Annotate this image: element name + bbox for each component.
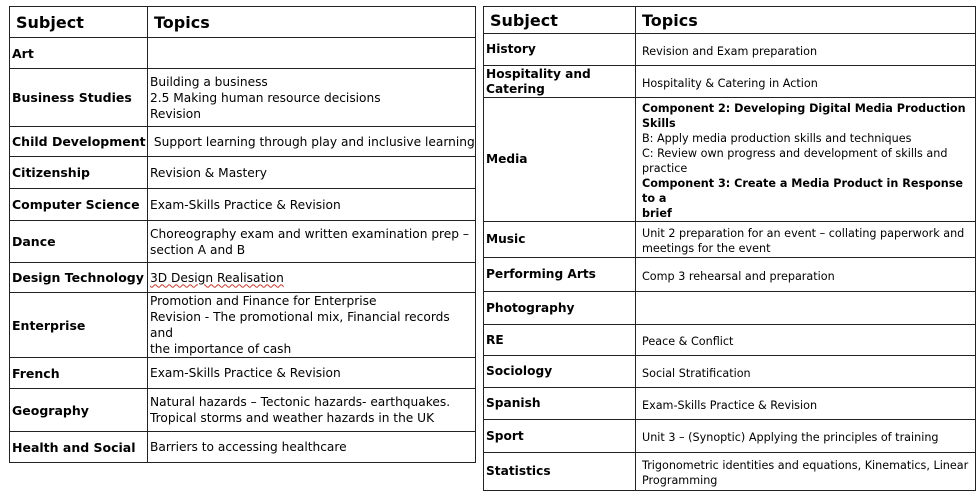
topics-cell	[148, 389, 476, 432]
topics-cell	[636, 388, 976, 420]
topic-line: Component 2: Developing Digital Media Production Skills	[642, 102, 970, 130]
topic-line: Trigonometric identities and equations, Kinematics, Linear	[642, 459, 969, 472]
table-header-row	[484, 7, 976, 34]
topic-line: Promotion and Finance for Enterprise	[150, 294, 377, 308]
topic-line: Social Stratification	[642, 366, 751, 380]
topic-line: the importance of cash	[150, 342, 292, 356]
table-row	[484, 98, 976, 222]
subject-cell: RE	[484, 325, 636, 356]
right-topics-table	[483, 6, 976, 491]
table-row	[10, 432, 476, 463]
table-row	[10, 358, 476, 389]
topic-line: 2.5 Making human resource decisions	[150, 90, 381, 105]
subject-cell: Art	[10, 38, 148, 69]
subject-cell: Geography	[10, 389, 148, 432]
topic-line: Comp 3 rehearsal and preparation	[642, 269, 835, 283]
topic-line: Exam-Skills Practice & Revision	[150, 366, 341, 380]
table-row	[484, 222, 976, 258]
table-row	[484, 453, 976, 491]
subject-cell: History	[484, 34, 636, 66]
topics-cell	[636, 453, 976, 491]
topics-cell	[148, 189, 476, 221]
topics-cell	[148, 38, 476, 69]
topic-line: Unit 3 – (Synoptic) Applying the principles of training	[642, 431, 939, 444]
subject-cell: Statistics	[484, 453, 636, 491]
topic-line: Exam-Skills Practice & Revision	[642, 398, 818, 412]
topic-line: Hospitality & Catering in Action	[642, 76, 818, 90]
subject-cell: Sociology	[484, 356, 636, 388]
topic-line: Tropical storms and weather hazards in the UK	[150, 411, 435, 425]
topics-cell	[636, 258, 976, 292]
topics-header: Topics	[636, 7, 976, 34]
left-topics-table	[9, 6, 476, 463]
table-row	[484, 420, 976, 453]
topic-line: Revision and Exam preparation	[642, 44, 818, 58]
table-row	[484, 292, 976, 325]
topics-cell	[148, 127, 476, 157]
table-row	[484, 388, 976, 420]
topic-line: B: Apply media production skills and techniques	[642, 132, 912, 145]
topic-line: Peace & Conflict	[642, 335, 734, 348]
topic-line: Exam-Skills Practice & Revision	[150, 197, 341, 212]
topic-line: Support learning through play and inclusive learning	[150, 134, 475, 149]
table-row	[484, 325, 976, 356]
table-row	[10, 189, 476, 221]
topics-cell	[636, 66, 976, 98]
topic-line: Revision - The promotional mix, Financial records and	[150, 310, 454, 340]
table-row	[10, 293, 476, 358]
subject-cell: Dance	[10, 221, 148, 263]
table-row	[10, 263, 476, 293]
subject-cell: Photography	[484, 292, 636, 325]
subject-cell: Spanish	[484, 388, 636, 420]
subject-cell: Citizenship	[10, 157, 148, 189]
subject-cell: Sport	[484, 420, 636, 453]
topic-text-spellcheck: 3D Design Realisation	[150, 270, 284, 285]
topics-cell	[636, 420, 976, 453]
topic-line: Revision & Mastery	[150, 165, 268, 180]
topic-line: Unit 2 preparation for an event – collating paperwork and	[642, 227, 965, 240]
topic-line: meetings for the event	[642, 242, 771, 255]
table-row	[10, 69, 476, 127]
table-row	[484, 66, 976, 98]
topics-cell	[148, 69, 476, 127]
subject-cell: Child Development	[10, 127, 148, 157]
table-row	[10, 221, 476, 263]
topics-cell	[636, 34, 976, 66]
subject-cell: Design Technology	[10, 263, 148, 293]
table-row	[10, 127, 476, 157]
topics-cell	[636, 292, 976, 325]
subject-cell: Computer Science	[10, 189, 148, 221]
topic-line: Barriers to accessing healthcare	[150, 440, 347, 454]
topic-line: brief	[642, 207, 672, 220]
topics-cell	[148, 358, 476, 389]
table-row	[484, 34, 976, 66]
topics-cell	[636, 325, 976, 356]
table-row	[10, 38, 476, 69]
topics-cell	[148, 157, 476, 189]
topic-line: practice	[642, 162, 688, 175]
subject-cell: Business Studies	[10, 69, 148, 127]
table-row	[10, 389, 476, 432]
topic-line: Natural hazards – Tectonic hazards- earthquakes.	[150, 395, 451, 409]
table-header-row	[10, 7, 476, 38]
subject-header: Subject	[10, 7, 148, 38]
subject-cell: French	[10, 358, 148, 389]
topics-cell	[636, 98, 976, 222]
subject-header: Subject	[484, 7, 636, 34]
topic-line: Revision	[150, 106, 201, 121]
topics-cell	[148, 293, 476, 358]
topics-cell	[636, 222, 976, 258]
subject-cell: Media	[484, 98, 636, 222]
topic-line: Programming	[642, 474, 718, 487]
topics-cell	[148, 221, 476, 263]
topic-line: Component 3: Create a Media Product in Response to a	[642, 177, 967, 205]
topic-line	[150, 270, 475, 286]
subject-cell: Enterprise	[10, 293, 148, 358]
subject-cell: Health and Social	[10, 432, 148, 463]
topic-line: C: Review own progress and development of skills and	[642, 147, 948, 160]
subject-cell: Hospitality and Catering	[484, 66, 636, 98]
topic-line: Building a business	[150, 74, 268, 89]
table-row	[484, 356, 976, 388]
subject-cell: Music	[484, 222, 636, 258]
topics-cell	[148, 263, 476, 293]
table-row	[10, 157, 476, 189]
subject-cell: Performing Arts	[484, 258, 636, 292]
topics-header: Topics	[148, 7, 476, 38]
table-row	[484, 258, 976, 292]
topics-cell	[636, 356, 976, 388]
topics-cell	[148, 432, 476, 463]
topic-line: Choreography exam and written examination prep –	[150, 226, 469, 241]
topic-line: section A and B	[150, 242, 246, 257]
